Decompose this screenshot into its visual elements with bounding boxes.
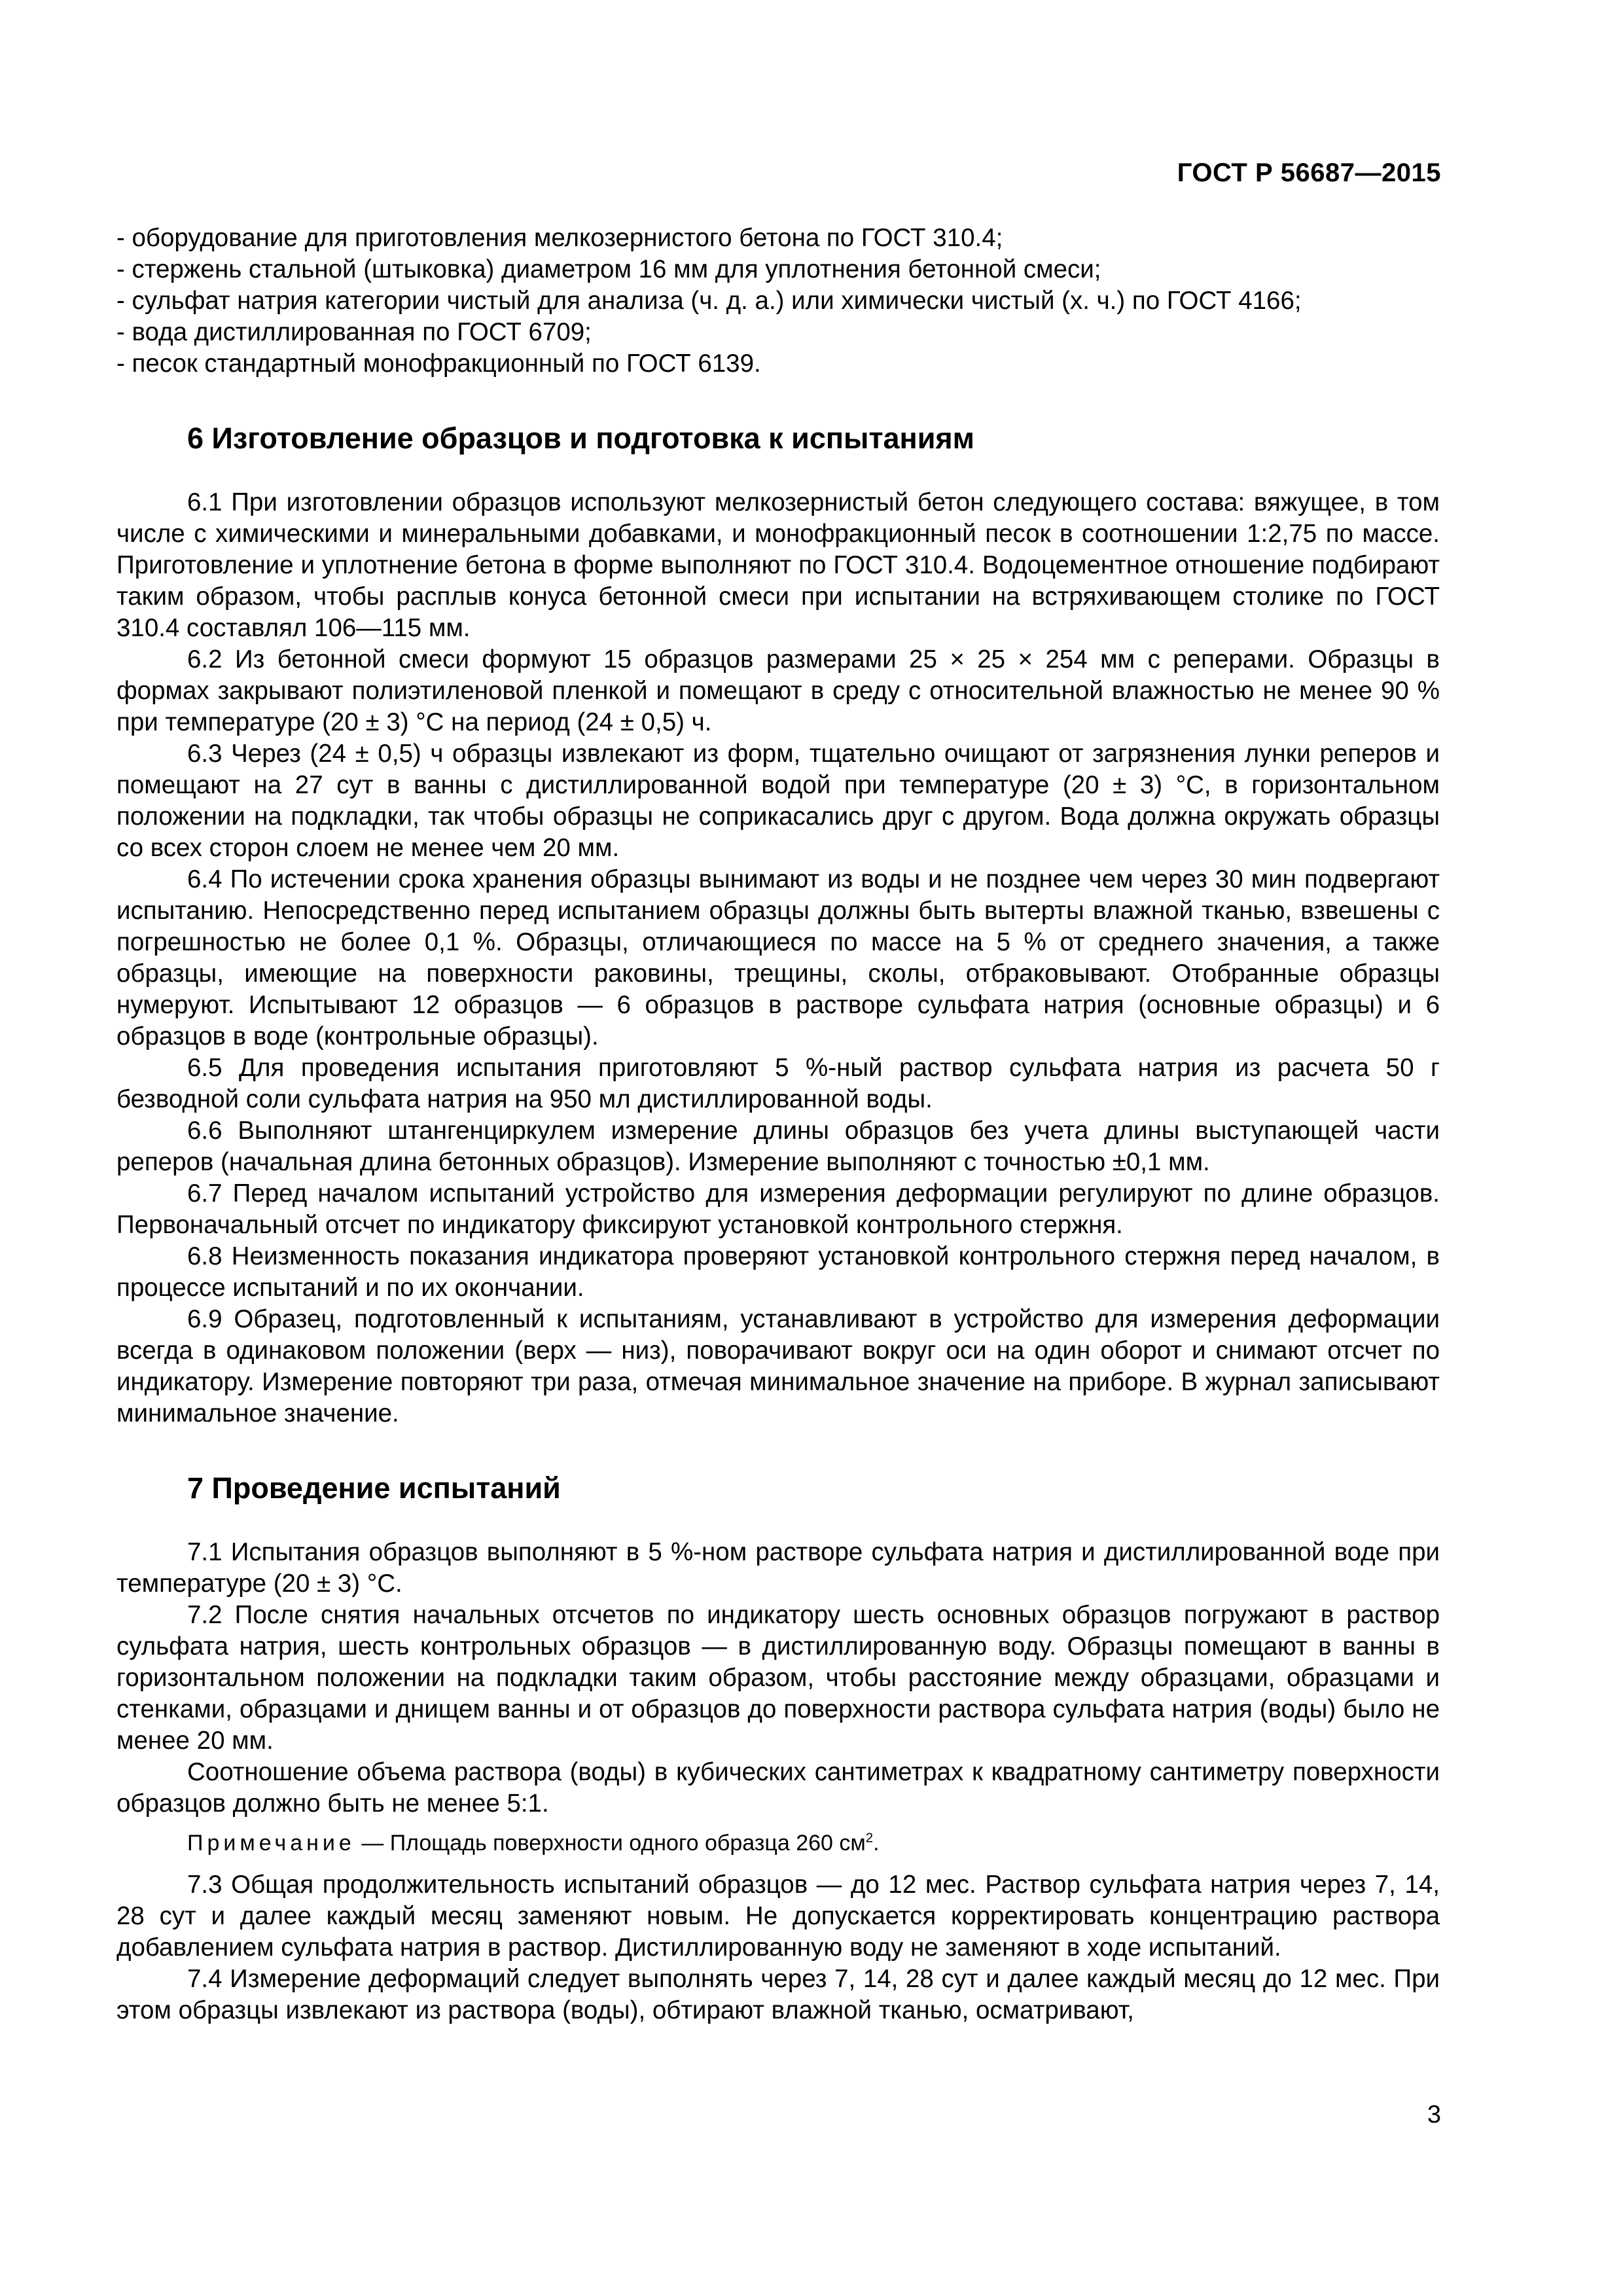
paragraph-6-9: 6.9 Образец, подготовленный к испытаниям, устанавливают в устройство для измерения деформации всегда в одинаковом положении (верх — низ), поворачивают вокруг оси на один оборот и снимают отсчет по индикатору. Измерение повторяют три раза, отмечая минимальное значение на приборе. В журнал записывают минимальное значение. xyxy=(116,1305,1440,1427)
note xyxy=(116,1827,1440,1859)
document-code: ГОСТ Р 56687—2015 xyxy=(1177,158,1441,187)
note-text: — Площадь поверхности одного образца 260 см xyxy=(355,1831,866,1856)
paragraph-7-4: 7.4 Измерение деформаций следует выполнять через 7, 14, 28 сут и далее каждый месяц до 12 мес. При этом образцы извлекают из раствора (воды), обтирают влажной тканью, осматривают, xyxy=(116,1965,1440,2024)
paragraph-7-2: 7.2 После снятия начальных отсчетов по индикатору шесть основных образцов погружают в раствор сульфата натрия, шесть контрольных образцов — в дистиллированную воду. Образцы помещают в ванны в горизонтальном положении на подкладки таким образом, чтобы расстояние между образцами, образцами и стенками, образцами и днищем ванны и от образцов до поверхности раствора сульфата натрия (воды) было не менее 20 мм. xyxy=(116,1601,1440,1755)
paragraph-6-4: 6.4 По истечении срока хранения образцы вынимают из воды и не позднее чем через 30 мин подвергают испытанию. Непосредственно перед испытанием образцы должны быть вытерты влажной тканью, взвешены с погрешностью не более 0,1 %. Образцы, отличающиеся по массе на 5 % от среднего значения, а также образцы, имеющие на поверхности раковины, трещины, сколы, отбраковывают. Отобранные образцы нумеруют. Испытывают 12 образцов — 6 образцов в растворе сульфата натрия (основные образцы) и 6 образцов в воде (контрольные образцы). xyxy=(116,865,1440,1050)
note-label: Примечание xyxy=(187,1831,355,1856)
note-superscript: 2 xyxy=(865,1831,874,1846)
paragraph-7-1: 7.1 Испытания образцов выполняют в 5 %-ном растворе сульфата натрия и дистиллированной воде при температуре (20 ± 3) °С. xyxy=(116,1538,1440,1598)
list-item: - сульфат натрия категории чистый для анализа (ч. д. а.) или химически чистый (х. ч.) по ГОСТ 4166; xyxy=(116,287,1302,315)
paragraph-7-2-ratio: Соотношение объема раствора (воды) в кубических сантиметрах к квадратному сантиметру поверхности образцов должно быть не менее 5:1. xyxy=(116,1758,1440,1818)
page-content xyxy=(116,223,1440,2026)
list-item: - песок стандартный монофракционный по ГОСТ 6139. xyxy=(116,350,761,378)
paragraph-6-7: 6.7 Перед началом испытаний устройство для измерения деформации регулируют по длине образцов. Первоначальный отсчет по индикатору фиксируют установкой контрольного стержня. xyxy=(116,1179,1440,1239)
section-6-title: 6 Изготовление образцов и подготовка к испытаниям xyxy=(187,422,974,455)
section-7-body xyxy=(116,1537,1440,2026)
paragraph-6-1: 6.1 При изготовлении образцов используют мелкозернистый бетон следующего состава: вяжущее, в том числе с химическими и минеральными добавками, и монофракционный песок в соотношении 1:2,75 по массе. Приготовление и уплотнение бетона в форме выполняют по ГОСТ 310.4. Водоцементное отношение подбирают таким образом, чтобы расплыв конуса бетонной смеси при испытании на встряхивающем столике по ГОСТ 310.4 составлял 106—115 мм. xyxy=(116,488,1440,642)
section-7-title: 7 Проведение испытаний xyxy=(187,1471,561,1505)
list-item: - вода дистиллированная по ГОСТ 6709; xyxy=(116,318,592,346)
equipment-list xyxy=(116,223,1440,380)
page-number: 3 xyxy=(1427,2101,1441,2128)
paragraph-7-3: 7.3 Общая продолжительность испытаний образцов — до 12 мес. Раствор сульфата натрия через 7, 14, 28 сут и далее каждый месяц заменяют новым. Не допускается корректировать концентрацию раствора добавлением сульфата натрия в раствор. Дистиллированную воду не заменяют в ходе испытаний. xyxy=(116,1871,1440,1962)
list-item: - оборудование для приготовления мелкозернистого бетона по ГОСТ 310.4; xyxy=(116,224,1003,252)
paragraph-6-8: 6.8 Неизменность показания индикатора проверяют установкой контрольного стержня перед началом, в процессе испытаний и по их окончании. xyxy=(116,1242,1440,1302)
list-item: - стержень стальной (штыковка) диаметром 16 мм для уплотнения бетонной смеси; xyxy=(116,255,1101,283)
paragraph-6-2: 6.2 Из бетонной смеси формуют 15 образцов размерами 25 × 25 × 254 мм с реперами. Образцы в формах закрывают полиэтиленовой пленкой и помещают в среду с относительной влажностью не менее 90 % при температуре (20 ± 3) °С на период (24 ± 0,5) ч. xyxy=(116,645,1440,736)
section-6-body xyxy=(116,487,1440,1429)
paragraph-6-5: 6.5 Для проведения испытания приготовляют 5 %-ный раствор сульфата натрия из расчета 50 г безводной соли сульфата натрия на 950 мл дистиллированной воды. xyxy=(116,1054,1440,1113)
note-end: . xyxy=(873,1831,880,1856)
paragraph-6-3: 6.3 Через (24 ± 0,5) ч образцы извлекают из форм, тщательно очищают от загрязнения лунки реперов и помещают на 27 сут в ванны с дистиллированной водой при температуре (20 ± 3) °С, в горизонтальном положении на подкладки, так чтобы образцы не соприкасались друг с другом. Вода должна окружать образцы со всех сторон слоем не менее чем 20 мм. xyxy=(116,740,1440,862)
paragraph-6-6: 6.6 Выполняют штангенциркулем измерение длины образцов без учета длины выступающей части реперов (начальная длина бетонных образцов). Измерение выполняют с точностью ±0,1 мм. xyxy=(116,1117,1440,1176)
